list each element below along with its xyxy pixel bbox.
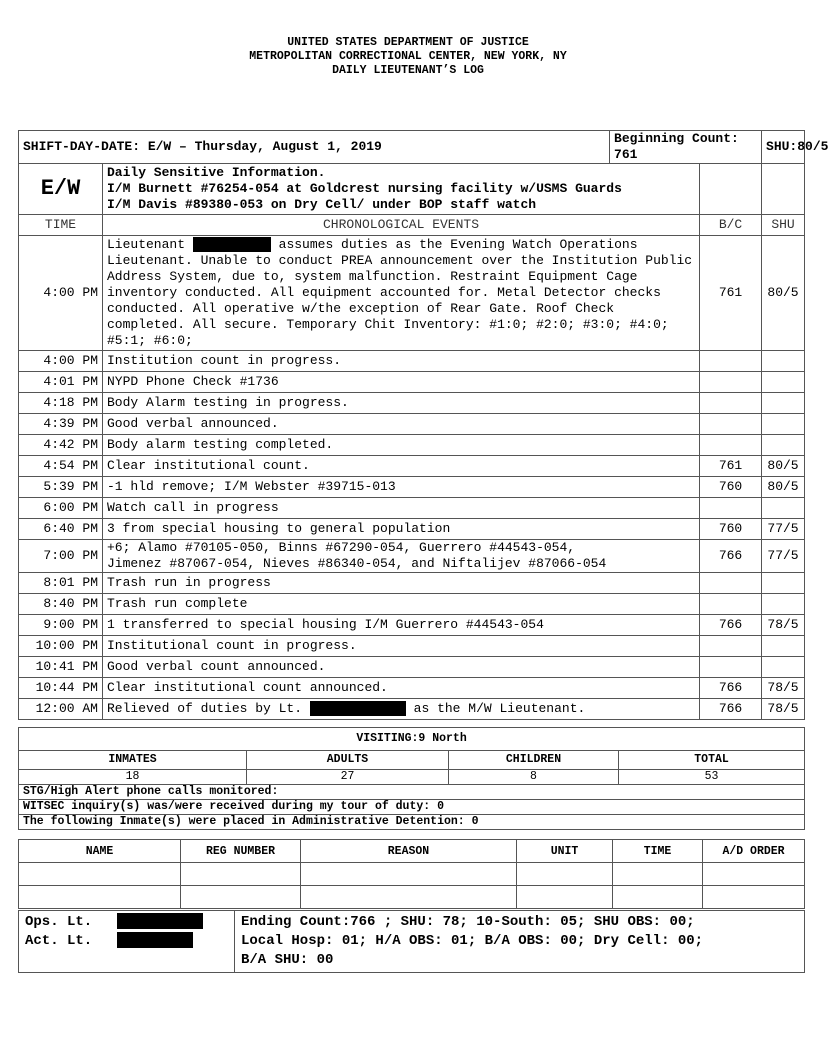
document-header bbox=[0, 36, 816, 78]
entry-bc: 766 bbox=[700, 699, 762, 720]
entry-bc: 761 bbox=[700, 236, 762, 351]
entry-shu: 80/5 bbox=[762, 456, 805, 477]
log-row bbox=[19, 435, 805, 456]
entry-event: +6; Alamo #70105-050, Binns #67290-054, Guerrero #44543-054, Jimenez #87067-054, Nieves #86340-054, and Niftalijev #87066-054 bbox=[103, 540, 700, 573]
detention-col-header: A/D ORDER bbox=[703, 840, 805, 863]
watch-code: E/W bbox=[19, 164, 103, 215]
shift-day-date: SHIFT-DAY-DATE: E/W – Thursday, August 1, 2019 bbox=[19, 131, 610, 164]
ending-line: B/A SHU: 00 bbox=[241, 952, 334, 968]
entry-shu bbox=[762, 414, 805, 435]
detention-col-header: TIME bbox=[613, 840, 703, 863]
adults-value: 27 bbox=[247, 770, 449, 785]
entry-event: Good verbal count announced. bbox=[103, 657, 700, 678]
log-row bbox=[19, 519, 805, 540]
entry-bc bbox=[700, 351, 762, 372]
entry-shu bbox=[762, 372, 805, 393]
entry-shu bbox=[762, 498, 805, 519]
entry-event: Body Alarm testing in progress. bbox=[103, 393, 700, 414]
log-row bbox=[19, 477, 805, 498]
detention-col-header: REASON bbox=[301, 840, 517, 863]
log-row bbox=[19, 657, 805, 678]
signature-block bbox=[19, 911, 235, 973]
redaction-box bbox=[117, 913, 203, 929]
sensitive-line: I/M Burnett #76254-054 at Goldcrest nursing facility w/USMS Guards bbox=[107, 181, 622, 196]
entry-event: Body alarm testing completed. bbox=[103, 435, 700, 456]
footer-table bbox=[18, 910, 805, 973]
col-time: TIME bbox=[19, 215, 103, 236]
entry-event: NYPD Phone Check #1736 bbox=[103, 372, 700, 393]
act-lt-label: Act. Lt. bbox=[25, 933, 93, 949]
redaction-box bbox=[117, 932, 193, 948]
entry-bc bbox=[700, 393, 762, 414]
entry-shu bbox=[762, 594, 805, 615]
detention-table bbox=[18, 839, 805, 909]
sensitive-info bbox=[103, 164, 700, 215]
entry-event: Relieved of duties by Lt. as the M/W Lieutenant. bbox=[103, 699, 700, 720]
children-label: CHILDREN bbox=[449, 751, 619, 770]
entry-event: 1 transferred to special housing I/M Guerrero #44543-054 bbox=[103, 615, 700, 636]
entry-time: 4:42 PM bbox=[19, 435, 103, 456]
entry-shu: 77/5 bbox=[762, 519, 805, 540]
entry-time: 4:00 PM bbox=[19, 351, 103, 372]
entry-event: Institutional count in progress. bbox=[103, 636, 700, 657]
ending-line: Local Hosp: 01; H/A OBS: 01; B/A OBS: 00; Dry Cell: 00; bbox=[241, 933, 704, 949]
entry-event: Good verbal announced. bbox=[103, 414, 700, 435]
stg-line: STG/High Alert phone calls monitored: bbox=[19, 785, 805, 800]
visiting-title: VISITING:9 North bbox=[19, 728, 805, 751]
log-table bbox=[18, 130, 828, 720]
entry-bc bbox=[700, 636, 762, 657]
entry-time: 4:01 PM bbox=[19, 372, 103, 393]
col-events: CHRONOLOGICAL EVENTS bbox=[103, 215, 700, 236]
header-agency: UNITED STATES DEPARTMENT OF JUSTICE bbox=[287, 36, 529, 49]
sensitive-line: I/M Davis #89380-053 on Dry Cell/ under BOP staff watch bbox=[107, 197, 537, 212]
entry-bc bbox=[700, 435, 762, 456]
entry-event: 3 from special housing to general population bbox=[103, 519, 700, 540]
redaction-box bbox=[310, 701, 406, 716]
entry-shu bbox=[762, 435, 805, 456]
children-value: 8 bbox=[449, 770, 619, 785]
header-title: DAILY LIEUTENANT’S LOG bbox=[332, 64, 484, 77]
entry-time: 4:39 PM bbox=[19, 414, 103, 435]
ending-line: Ending Count:766 ; SHU: 78; 10-South: 05; SHU OBS: 00; bbox=[241, 914, 695, 930]
log-row bbox=[19, 498, 805, 519]
entry-event: Clear institutional count announced. bbox=[103, 678, 700, 699]
log-row bbox=[19, 573, 805, 594]
inmates-value: 18 bbox=[19, 770, 247, 785]
entry-bc bbox=[700, 594, 762, 615]
entry-time: 10:00 PM bbox=[19, 636, 103, 657]
log-row bbox=[19, 372, 805, 393]
col-shu: SHU bbox=[762, 215, 805, 236]
shu-count: SHU:80/5 bbox=[762, 131, 805, 164]
entry-bc: 760 bbox=[700, 477, 762, 498]
detention-col-header: UNIT bbox=[517, 840, 613, 863]
entry-time: 8:01 PM bbox=[19, 573, 103, 594]
entry-shu bbox=[762, 351, 805, 372]
entry-shu bbox=[762, 636, 805, 657]
entry-shu bbox=[762, 657, 805, 678]
header-facility: METROPOLITAN CORRECTIONAL CENTER, NEW YORK, NY bbox=[249, 50, 567, 63]
detention-col-header: REG NUMBER bbox=[181, 840, 301, 863]
ops-lt-label: Ops. Lt. bbox=[25, 914, 93, 930]
entry-shu bbox=[762, 393, 805, 414]
entry-time: 4:00 PM bbox=[19, 236, 103, 351]
entry-shu: 77/5 bbox=[762, 540, 805, 573]
entry-bc bbox=[700, 657, 762, 678]
entry-bc: 761 bbox=[700, 456, 762, 477]
entry-shu: 80/5 bbox=[762, 477, 805, 498]
entry-time: 12:00 AM bbox=[19, 699, 103, 720]
entry-shu: 78/5 bbox=[762, 678, 805, 699]
entry-bc bbox=[700, 573, 762, 594]
entry-shu: 78/5 bbox=[762, 699, 805, 720]
entry-bc bbox=[700, 498, 762, 519]
entry-time: 7:00 PM bbox=[19, 540, 103, 573]
entry-time: 4:54 PM bbox=[19, 456, 103, 477]
inmates-label: INMATES bbox=[19, 751, 247, 770]
entry-event: Clear institutional count. bbox=[103, 456, 700, 477]
total-label: TOTAL bbox=[619, 751, 805, 770]
entry-bc: 766 bbox=[700, 615, 762, 636]
entry-time: 5:39 PM bbox=[19, 477, 103, 498]
adults-label: ADULTS bbox=[247, 751, 449, 770]
entry-time: 9:00 PM bbox=[19, 615, 103, 636]
detention-col-header: NAME bbox=[19, 840, 181, 863]
entry-shu: 80/5 bbox=[762, 236, 805, 351]
total-value: 53 bbox=[619, 770, 805, 785]
entry-time: 10:44 PM bbox=[19, 678, 103, 699]
log-row bbox=[19, 414, 805, 435]
entry-shu: 78/5 bbox=[762, 615, 805, 636]
log-row bbox=[19, 594, 805, 615]
log-row bbox=[19, 636, 805, 657]
entry-event: Watch call in progress bbox=[103, 498, 700, 519]
witsec-line: WITSEC inquiry(s) was/were received during my tour of duty: 0 bbox=[19, 800, 805, 815]
entry-event: Lieutenant assumes duties as the Evening Watch Operations Lieutenant. Unable to conduct PREA announcement over the Institution Public Address System, due to, system malfunction. Restraint Equipment Cage inventory conducted. All equipment accounted for. Metal Detector checks conducted. All operative w/the exception of Rear Gate. Roof Check completed. All secure. Temporary Chit Inventory: #1:0; #2:0; #3:0; #4:0; #5:1; #6:0; bbox=[103, 236, 700, 351]
entry-time: 6:00 PM bbox=[19, 498, 103, 519]
entry-bc bbox=[700, 414, 762, 435]
entry-event: -1 hld remove; I/M Webster #39715-013 bbox=[103, 477, 700, 498]
log-row bbox=[19, 678, 805, 699]
entry-bc bbox=[700, 372, 762, 393]
entry-time: 6:40 PM bbox=[19, 519, 103, 540]
redaction-box bbox=[193, 237, 271, 252]
entry-event: Institution count in progress. bbox=[103, 351, 700, 372]
entry-bc: 766 bbox=[700, 540, 762, 573]
entry-shu bbox=[762, 573, 805, 594]
admin-detention-line: The following Inmate(s) were placed in Administrative Detention: 0 bbox=[19, 815, 805, 830]
log-row bbox=[19, 456, 805, 477]
entry-time: 10:41 PM bbox=[19, 657, 103, 678]
beginning-count: Beginning Count: 761 bbox=[610, 131, 762, 164]
sensitive-title: Daily Sensitive Information. bbox=[107, 165, 326, 180]
entry-time: 4:18 PM bbox=[19, 393, 103, 414]
entry-bc: 766 bbox=[700, 678, 762, 699]
log-row bbox=[19, 393, 805, 414]
log-row bbox=[19, 351, 805, 372]
ending-summary bbox=[235, 911, 805, 973]
entry-time: 8:40 PM bbox=[19, 594, 103, 615]
entry-event: Trash run in progress bbox=[103, 573, 700, 594]
entry-bc: 760 bbox=[700, 519, 762, 540]
visiting-table bbox=[18, 727, 805, 830]
log-row bbox=[19, 615, 805, 636]
log-row bbox=[19, 540, 805, 573]
col-bc: B/C bbox=[700, 215, 762, 236]
entry-event: Trash run complete bbox=[103, 594, 700, 615]
